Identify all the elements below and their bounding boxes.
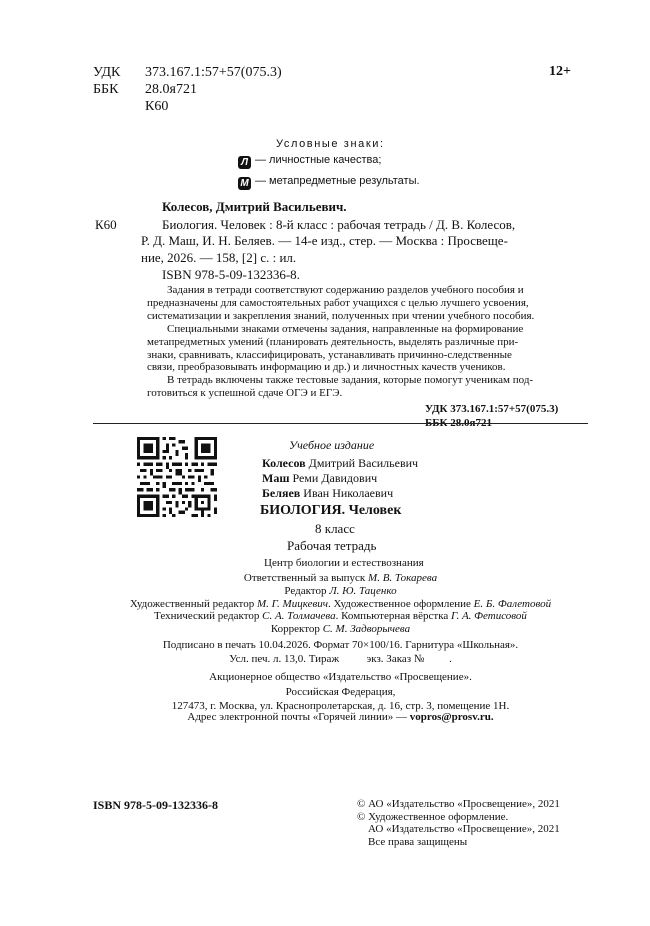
publisher-line: 127473, г. Москва, ул. Краснопролетарская, д. 16, стр. 3, помещение 1Н. xyxy=(171,700,510,712)
annotation-codes xyxy=(425,402,558,430)
annotation-line: В тетрадь включены также тестовые задания, которые помогут ученикам под- xyxy=(167,374,534,387)
credit-line: Технический редактор С. А. Толмачева. Компьютерная вёрстка Г. А. Фетисовой xyxy=(154,610,527,623)
publisher-line: Российская Федерация, xyxy=(285,685,396,698)
annotation-line: готовиться к успешной сдаче ОГЭ и ЕГЭ. xyxy=(147,387,343,400)
biblio-continuation xyxy=(141,233,508,266)
annotation-line: Специальными знаками отмечены задания, направленные на формирование xyxy=(167,322,524,335)
book-grade: 8 класс xyxy=(315,521,355,536)
catalog-codes xyxy=(93,64,282,115)
qr-code-icon xyxy=(137,437,217,517)
personal-qualities-icon: Л xyxy=(238,156,251,169)
age-rating: 12+ xyxy=(549,64,571,79)
credit-line: Корректор С. М. Задворычева xyxy=(270,623,411,636)
qr-code[interactable] xyxy=(137,437,217,517)
edition-authors xyxy=(262,456,418,501)
legend-title: Условные знаки: xyxy=(276,138,385,150)
udk-label: УДК xyxy=(93,65,121,80)
udk-value: 373.167.1:57+57(075.3) xyxy=(145,65,282,80)
author-heading: Колесов, Дмитрий Васильевич. xyxy=(162,199,347,214)
legend-item-label: — метапредметные результаты. xyxy=(255,175,420,187)
copyright-line: © АО «Издательство «Просвещение», 2021 xyxy=(357,798,560,810)
biblio-isbn: ISBN 978-5-09-132336-8. xyxy=(162,267,300,282)
bbk-label: ББК xyxy=(93,82,119,97)
email-link[interactable]: vopros@prosv.ru. xyxy=(409,711,494,723)
hotline-email xyxy=(93,711,588,723)
credit-line: Художественный редактор М. Г. Мицкевич. Художественное оформление Е. Б. Фалетовой xyxy=(129,597,552,610)
divider xyxy=(93,423,588,424)
annotation-line: метапредметных умений (планировать деятельность, выделять различные при- xyxy=(147,335,519,348)
print-line: Усл. печ. л. 13,0. Тираж экз. Заказ № . xyxy=(229,653,452,665)
legend-item-personal xyxy=(238,154,381,169)
print-line: Подписано в печать 10.04.2026. Формат 70×100/16. Гарнитура «Школьная». xyxy=(162,639,519,651)
book-title: БИОЛОГИЯ. Человек xyxy=(260,503,402,518)
annotation-line: связи, преобразовывать информацию и др.) и личностных качеств учеников. xyxy=(147,361,506,374)
credit-line: Редактор Л. Ю. Таценко xyxy=(284,584,397,597)
annotation-udk: УДК 373.167.1:57+57(075.3) xyxy=(425,403,559,415)
annotation-line: систематизации и закрепления знаний, полученных при чтении учебного пособия. xyxy=(147,309,535,322)
publisher-line: Акционерное общество «Издательство «Просвещение». xyxy=(209,671,472,683)
biblio-description xyxy=(162,217,515,234)
biblio-line: ние, 2026. — 158, [2] с. : ил. xyxy=(141,249,297,265)
metasubject-results-icon: М xyxy=(238,177,251,190)
publishing-center: Центр биологии и естествознания xyxy=(264,557,424,569)
copyright-block xyxy=(357,798,560,848)
author-name: Колесов Дмитрий Васильевич xyxy=(262,456,419,470)
biblio-line: Р. Д. Маш, И. Н. Беляев. — 14-е изд., стер. — Москва : Просвеще- xyxy=(141,233,508,248)
annotation-line: знаки, сравнивать, классифицировать, устанавливать причинно-следственные xyxy=(147,348,512,361)
credit-line: Ответственный за выпуск М. В. Токарева xyxy=(243,572,438,584)
author-code: К60 xyxy=(145,99,169,114)
email-label: Адрес электронной почты «Горячей линии» — xyxy=(187,711,408,723)
copyright-line: © Художественное оформление. xyxy=(357,810,509,823)
book-subtitle: Рабочая тетрадь xyxy=(287,538,377,553)
bbk-value: 28.0я721 xyxy=(145,82,197,97)
copyright-line: Все права защищены xyxy=(368,835,468,848)
author-name: Маш Реми Давидович xyxy=(262,471,378,485)
publisher-info xyxy=(93,670,588,714)
print-info xyxy=(93,638,588,666)
author-name: Беляев Иван Николаевич xyxy=(262,486,394,500)
legend-item-metasubject xyxy=(238,175,420,190)
footer-isbn: ISBN 978-5-09-132336-8 xyxy=(93,798,218,812)
annotation-line: Задания в тетради соответствуют содержанию разделов учебного пособия и xyxy=(167,284,524,296)
annotation-bbk: ББК 28.0я721 xyxy=(425,417,492,429)
edition-type: Учебное издание xyxy=(289,438,375,452)
annotation xyxy=(147,284,534,400)
copyright-line: АО «Издательство «Просвещение», 2021 xyxy=(368,823,560,836)
legend-item-label: — личностные качества; xyxy=(255,154,382,166)
biblio-code: К60 xyxy=(95,217,117,232)
credits xyxy=(93,572,588,636)
biblio-line: Биология. Человек : 8-й класс : рабочая тетрадь / Д. В. Колесов, xyxy=(162,217,516,232)
annotation-line: предназначены для самостоятельных работ учащихся с целью лучшего усвоения, xyxy=(147,296,529,309)
